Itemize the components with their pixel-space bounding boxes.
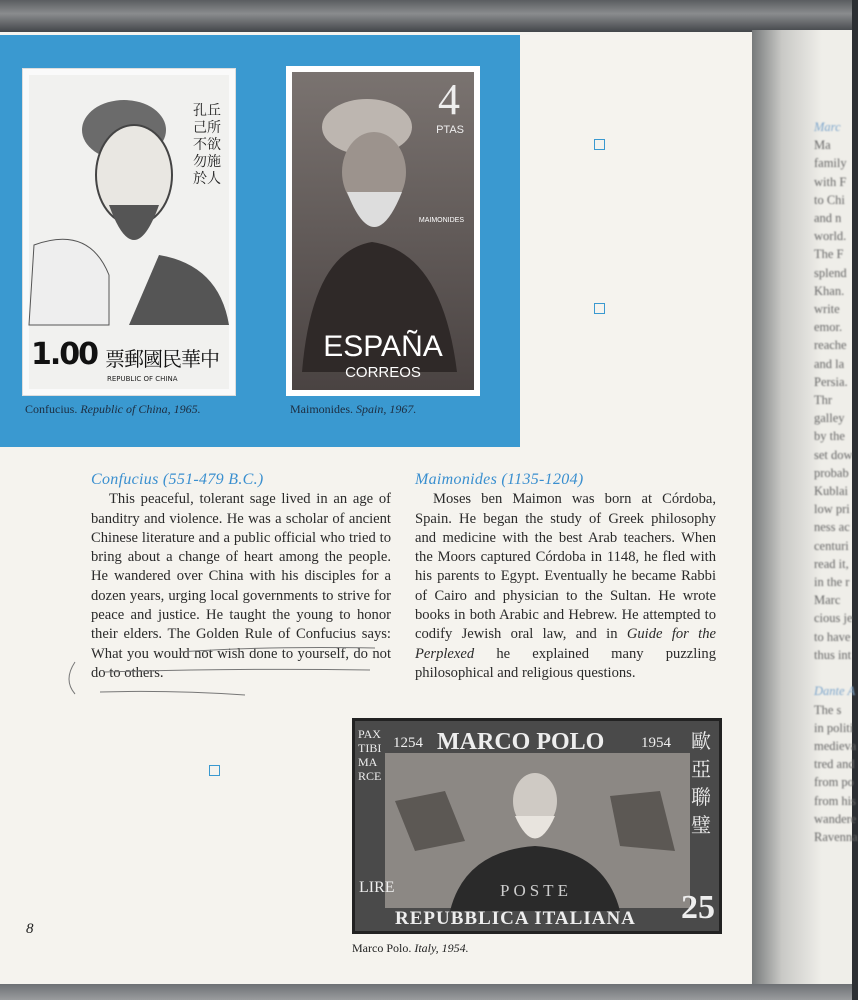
facing-page-line: The s (814, 702, 842, 717)
placeholder-square (594, 139, 605, 150)
book-edge-top (0, 0, 852, 34)
facing-page-line (814, 664, 858, 682)
facing-page-line: world. (814, 229, 847, 244)
facing-page-line: Ravenna (814, 829, 858, 844)
facing-page-line: and la (814, 356, 845, 371)
marco-polo-right-text: 歐亞聯璧 (691, 729, 711, 837)
maimonides-heading: Maimonides (1135-1204) (415, 471, 584, 488)
facing-page-line: with F (814, 174, 847, 189)
facing-page-line: set dow (814, 447, 853, 462)
facing-page-line: thus int (814, 647, 852, 662)
facing-page-line: ness ac (814, 520, 850, 535)
confucius-heading: Confucius (551-479 B.C.) (91, 471, 264, 488)
marco-polo-year-left: 1254 (393, 735, 423, 751)
marco-polo-left-text: PAX TIBI MARCE (358, 727, 382, 783)
facing-page-line: low pri (814, 502, 850, 517)
marco-polo-title: MARCO POLO (437, 729, 605, 755)
confucius-value: 1.00 (31, 337, 98, 372)
confucius-country: REPUBLIC OF CHINA (107, 375, 178, 383)
facing-page-line: emor. (814, 320, 843, 335)
facing-page-line: Marc (814, 120, 841, 134)
facing-page-text (814, 118, 858, 846)
maimonides-article (415, 470, 716, 683)
maimonides-value: 4 (438, 75, 460, 124)
facing-page-line: The F (814, 247, 844, 262)
facing-page-line: tred and (814, 757, 855, 772)
marco-polo-year-right: 1954 (641, 735, 671, 751)
placeholder-square (594, 303, 605, 314)
book-edge-bottom (0, 984, 852, 1000)
facing-page-line: Thr (814, 393, 833, 408)
facing-page-line: Persia. (814, 374, 848, 389)
facing-page-line: probab (814, 465, 849, 480)
facing-page-line: read it, (814, 556, 849, 571)
maimonides-currency: PTAS (436, 124, 464, 136)
marco-polo-caption: Marco Polo. Italy, 1954. (352, 941, 469, 955)
facing-page-line: reache (814, 338, 847, 353)
pencil-annotation (60, 640, 390, 700)
facing-page-line: Kublai (814, 484, 849, 499)
confucius-country-cn: 中華民國郵票 (105, 347, 219, 371)
page-number: 8 (26, 921, 34, 937)
facing-page-line: and n (814, 211, 842, 226)
marco-polo-country: REPUBBLICA ITALIANA (395, 908, 636, 929)
confucius-caption: Confucius. Republic of China, 1965. (25, 402, 201, 416)
placeholder-square (209, 765, 220, 776)
facing-page-line: in the r (814, 575, 850, 590)
stamp-panel (0, 35, 520, 447)
facing-page-line: medieva (814, 738, 857, 753)
confucius-inscription: 孔丘 己所不欲勿施於人 (193, 103, 221, 187)
facing-page-line: galley (814, 411, 845, 426)
facing-page-line: splend (814, 265, 847, 280)
facing-page-line: Khan. (814, 283, 845, 298)
facing-page-line: Dante A (814, 684, 856, 699)
maimonides-subtitle: CORREOS (345, 364, 421, 381)
facing-page-line: to Chi (814, 192, 845, 207)
facing-page-line: from po (814, 775, 854, 790)
facing-page-line: cious je (814, 611, 853, 626)
facing-page-line: write (814, 302, 840, 317)
maimonides-body: Moses ben Maimon was born at Córdoba, Spain. He began the study of Greek philosophy and medicine with the best Arab teachers. When the Moors captured Córdoba in 1148, he fled with his parents to Egypt. Eventually he became Rabbi of Cairo and physician to the Sultan. He wrote books in both Arabic and Hebrew. He attempted to codify Jewish oral law, and in Guide for the Perplexed he explained many puzzling philosophical and religious questions. (415, 491, 716, 681)
marco-polo-value: 25 (681, 889, 715, 926)
facing-page-line: wandere (814, 811, 857, 826)
maimonides-stamp (286, 66, 480, 396)
marco-polo-currency: LIRE (359, 879, 395, 896)
facing-page-line: centuri (814, 538, 849, 553)
confucius-body: This peaceful, tolerant sage lived in an age of banditry and violence. He was a scholar of ancient Chinese literature and a public official who tried to bring about a change of heart among the people. He wandered over China with his disciples for a dozen years, urging local governments to strive for peace and justice. He taught the young to honor their elders. The Golden Rule of Confucius says: What you would not wish done to yourself, do not do to others. (91, 491, 391, 681)
facing-page-line: to have (814, 629, 851, 644)
facing-page-line: from his (814, 793, 857, 808)
marco-polo-stamp (352, 718, 722, 934)
confucius-stamp (22, 68, 236, 396)
facing-page-line: by the (814, 429, 845, 444)
facing-page (752, 30, 858, 985)
maimonides-caption: Maimonides. Spain, 1967. (290, 402, 417, 416)
marco-polo-subtitle: POSTE (500, 881, 572, 900)
facing-page-line: Marc (814, 593, 841, 608)
facing-page-line: family (814, 156, 847, 171)
facing-page-line: Ma (814, 138, 831, 153)
maimonides-country: ESPAÑA (323, 330, 443, 363)
maimonides-label: MAIMONIDES (418, 217, 464, 224)
facing-page-line: in politi (814, 720, 854, 735)
